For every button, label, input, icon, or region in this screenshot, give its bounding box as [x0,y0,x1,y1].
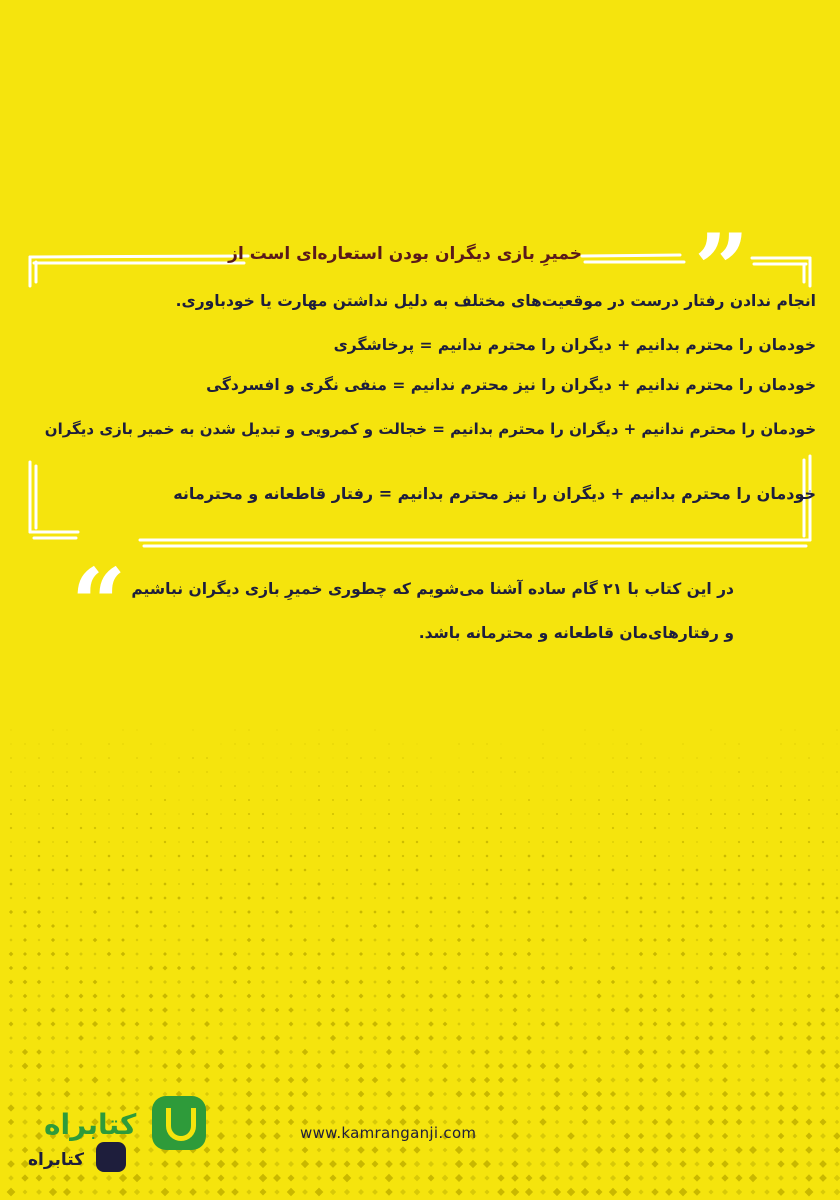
publisher-logo-icon [152,1096,206,1150]
quote-line-1: انجام ندادن رفتار درست در موقعیت‌های مختلف به دلیل نداشتن مهارت یا خودباوری. [175,292,816,310]
open-quote-icon: ” [694,213,750,326]
description-line-2: و رفتارهای‌مان قاطعانه و محترمانه باشد. [418,624,734,642]
publisher-logo-text: کتابراه [44,1108,137,1141]
quote-line-5: خودمان را محترم بدانیم + دیگران را نیز محترم بدانیم = رفتار قاطعانه و محترمانه [173,484,816,503]
website-url[interactable]: www.kamranganji.com [300,1124,477,1142]
quote-line-4: خودمان را محترم ندانیم + دیگران را محترم بدانیم = خجالت و کمرویی و تبدیل شدن به خمیر بازی دیگران [44,420,816,438]
publisher-logo-small-text: کتابراه [28,1150,85,1170]
quote-heading: خمیرِ بازی دیگران بودن استعاره‌ای است از [228,244,582,264]
publisher-logo-small-icon [96,1142,126,1172]
quote-line-2: خودمان را محترم بدانیم + دیگران را محترم ندانیم = پرخاشگری [333,336,816,354]
quote-line-3: خودمان را محترم ندانیم + دیگران را نیز محترم ندانیم = منفی نگری و افسردگی [206,376,816,394]
description-line-1: در این کتاب با ۲۱ گام ساده آشنا می‌شویم که چطوری خمیرِ بازی دیگران نباشیم [131,580,734,598]
close-quote-icon: ” [70,500,126,613]
